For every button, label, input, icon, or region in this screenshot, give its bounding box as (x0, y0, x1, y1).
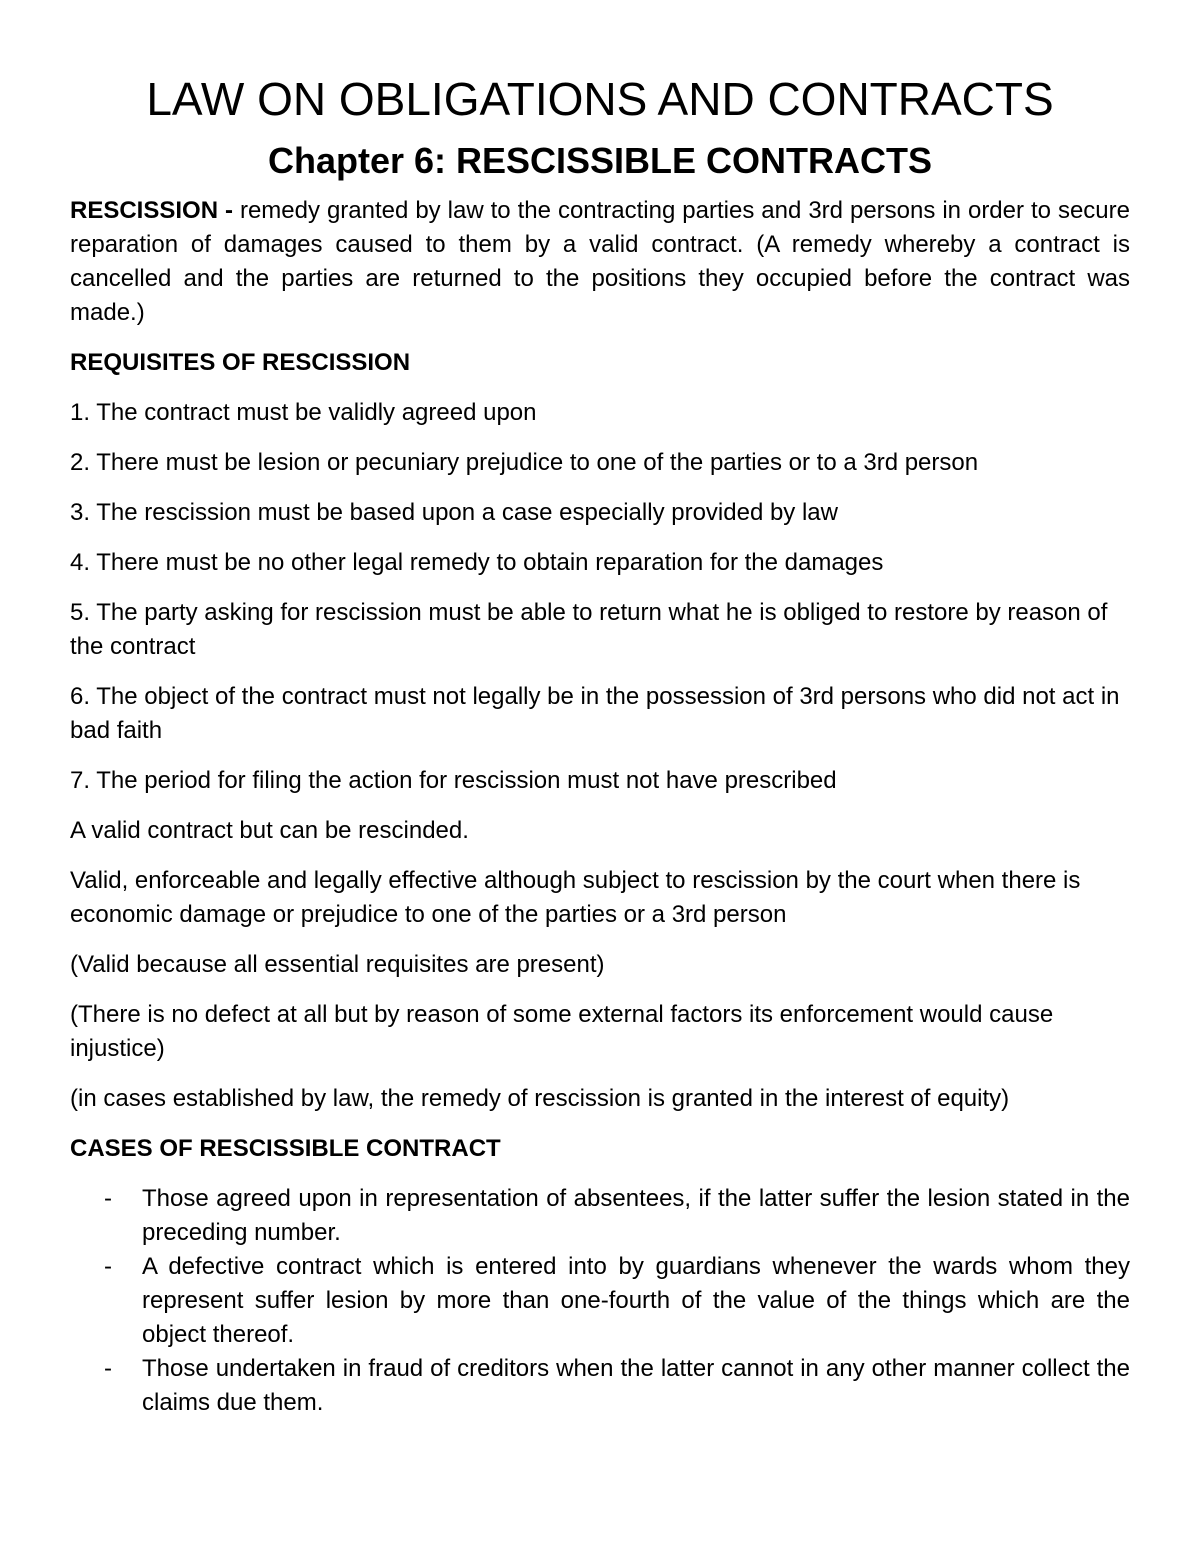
rescission-definition (70, 194, 1130, 330)
case-text: Those agreed upon in representation of absentees, if the latter suffer the lesion stated in the preceding number. (142, 1185, 1130, 1246)
case-item (70, 1352, 1130, 1420)
cases-heading: CASES OF RESCISSIBLE CONTRACT (70, 1135, 501, 1162)
chapter-title: Chapter 6: RESCISSIBLE CONTRACTS (267, 140, 933, 181)
document-title: LAW ON OBLIGATIONS AND CONTRACTS (146, 73, 1054, 125)
requisite-item: 1. The contract must be validly agreed upon (70, 399, 537, 426)
definition-text: remedy granted by law to the contracting parties and 3rd persons in order to secure reparation of damages caused to them by a valid contract. (A remedy whereby a contract is cancelled and the parties are returned to the positions they occupied before the contract was made.) (70, 197, 1130, 326)
note-paragraph: (in cases established by law, the remedy of rescission is granted in the interest of equity) (70, 1085, 1010, 1112)
note-paragraph: A valid contract but can be rescinded. (70, 817, 469, 844)
cases-list (70, 1182, 1130, 1420)
case-text: A defective contract which is entered into by guardians whenever the wards whom they represent suffer lesion by more than one-fourth of the value of the things which are the object thereof. (142, 1253, 1130, 1348)
requisite-item: 5. The party asking for rescission must be able to return what he is obliged to restore by reason of the contract (70, 599, 1108, 660)
case-text: Those undertaken in fraud of creditors when the latter cannot in any other manner collect the claims due them. (142, 1355, 1130, 1416)
case-item (70, 1250, 1130, 1352)
bullet-dash: - (104, 1355, 112, 1382)
requisite-item: 2. There must be lesion or pecuniary prejudice to one of the parties or to a 3rd person (70, 449, 979, 476)
definition-term: RESCISSION - (70, 197, 233, 224)
requisite-item: 6. The object of the contract must not legally be in the possession of 3rd persons who did not act in bad faith (70, 683, 1120, 744)
requisites-heading: REQUISITES OF RESCISSION (70, 349, 411, 376)
case-item (70, 1182, 1130, 1250)
bullet-dash: - (104, 1253, 112, 1280)
requisite-item: 3. The rescission must be based upon a case especially provided by law (70, 499, 838, 526)
note-paragraph: (Valid because all essential requisites are present) (70, 951, 605, 978)
note-paragraph: Valid, enforceable and legally effective although subject to rescission by the court when there is economic damage or prejudice to one of the parties or a 3rd person (70, 867, 1081, 928)
requisite-item: 4. There must be no other legal remedy to obtain reparation for the damages (70, 549, 884, 576)
requisite-item: 7. The period for filing the action for rescission must not have prescribed (70, 767, 837, 794)
bullet-dash: - (104, 1185, 112, 1212)
note-paragraph: (There is no defect at all but by reason of some external factors its enforcement would cause injustice) (70, 1001, 1054, 1062)
